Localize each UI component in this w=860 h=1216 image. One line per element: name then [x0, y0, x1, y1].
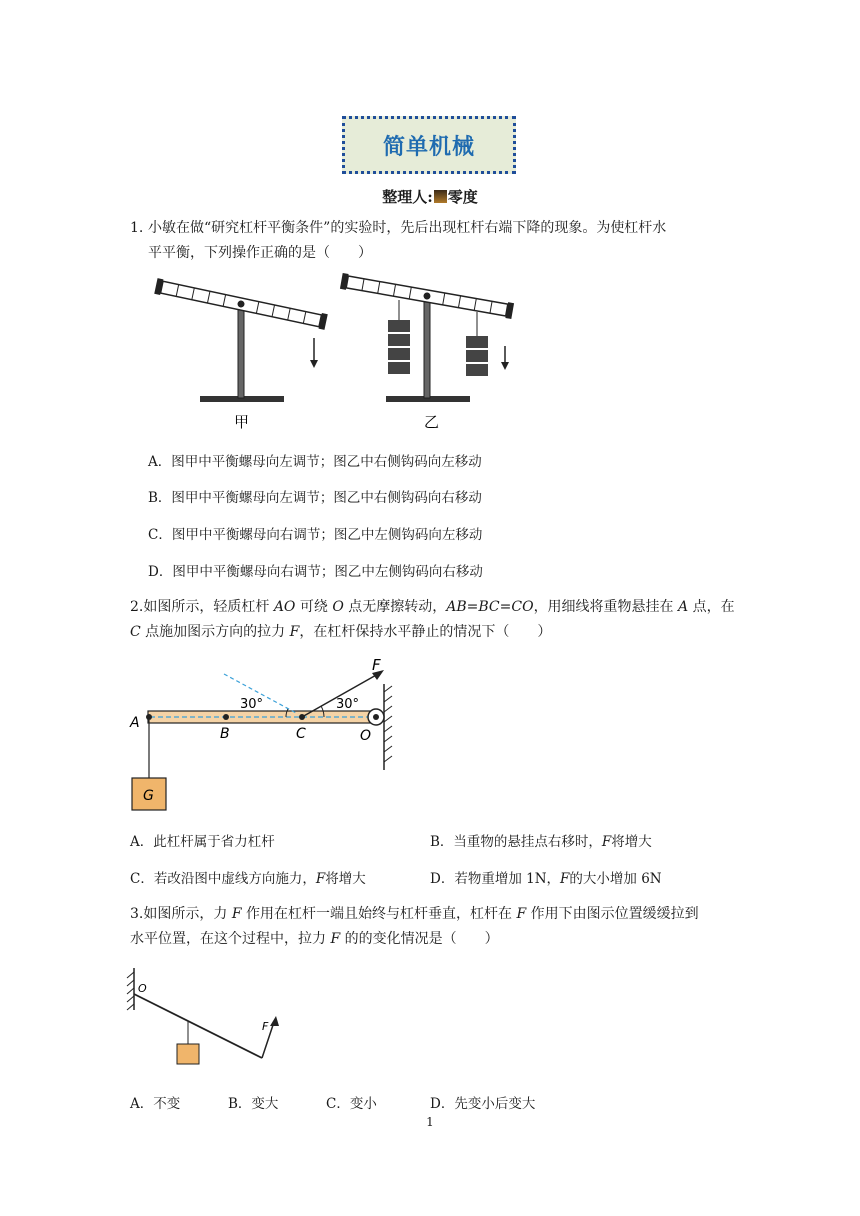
q2-option-text: C．若改沿图中虚线方向施力，	[130, 871, 316, 887]
q2-option-var: F	[315, 871, 326, 887]
q3-option-c[interactable]: C．变小	[326, 1096, 377, 1112]
q2-stem-line1	[130, 595, 735, 620]
q3-var: F	[516, 906, 527, 922]
author-avatar-icon	[434, 190, 447, 203]
q3-stem-line1	[130, 902, 699, 927]
q2-option-b[interactable]	[430, 830, 652, 850]
q2-option-a[interactable]: A．此杠杆属于省力杠杆	[130, 834, 275, 850]
label-O: O	[138, 982, 147, 995]
q2-text: 可绕	[295, 599, 333, 615]
q2-option-text: 将增大	[611, 834, 652, 850]
q3-text: 水平位置，在这个过程中，拉力	[130, 931, 331, 947]
q2-text: 2.如图所示，轻质杠杆	[130, 599, 274, 615]
q2-text: ，在杠杆保持水平静止的情况下（ ）	[299, 624, 552, 640]
q3-text: 3.如图所示，力	[130, 906, 232, 922]
q2-var: C	[130, 624, 141, 640]
q2-text: ，用细线将重物悬挂在	[533, 599, 679, 615]
fig-label-jia: 甲	[234, 413, 250, 431]
q3-option-b[interactable]: B．变大	[228, 1096, 279, 1112]
author-name: 零度	[447, 188, 478, 206]
author-label: 整理人:	[382, 188, 433, 206]
q1-option-a[interactable]: A．图甲中平衡螺母向左调节；图乙中右侧钩码向左移动	[148, 454, 482, 470]
q2-var: F	[289, 624, 300, 640]
q1-stem-line1: 小敏在做“研究杠杆平衡条件”的实验时，先后出现杠杆右端下降的现象。为使杠杆水	[148, 220, 667, 236]
lever-stand-jia	[154, 278, 328, 402]
q2-option-c[interactable]	[130, 867, 366, 887]
q3-var: F	[330, 931, 341, 947]
label-C: C	[296, 726, 306, 742]
q2-text: 点无摩擦转动，	[343, 599, 447, 615]
q3-text: 作用在杠杆一端且始终与杠杆垂直，杠杆在	[241, 906, 517, 922]
q2-option-var: F	[560, 871, 570, 887]
q2-text: 点施加图示方向的拉力	[140, 624, 290, 640]
q2-stem-line2	[130, 620, 551, 645]
q1-option-d[interactable]: D．图甲中平衡螺母向右调节；图乙中左侧钩码向右移动	[148, 564, 483, 580]
label-A: A	[130, 715, 140, 731]
q1-number: 1.	[130, 220, 144, 236]
q2-text: 点，在	[688, 599, 735, 615]
q3-text: 作用下由图示位置缓缓拉到	[526, 906, 699, 922]
q2-option-text: D．若物重增加 1N，	[430, 871, 561, 887]
q2-option-var: F	[601, 834, 612, 850]
q2-var: O	[332, 599, 344, 615]
q2-option-text: B．当重物的悬挂点右移时，	[430, 834, 602, 850]
lever-stand-yi	[340, 273, 514, 402]
author-line	[0, 186, 860, 207]
q2-figure	[128, 652, 398, 814]
page-number: 1	[426, 1115, 434, 1129]
label-F: F	[262, 1020, 269, 1033]
label-B: B	[220, 726, 230, 742]
angle-left-label: 30°	[240, 697, 264, 712]
angle-right-label: 30°	[336, 697, 360, 712]
q3-option-a[interactable]: A．不变	[130, 1096, 181, 1112]
q2-option-text: 将增大	[325, 871, 366, 887]
label-G: G	[143, 788, 154, 804]
q3-stem-line2	[130, 927, 499, 952]
title-box	[342, 116, 516, 174]
q2-var: A	[678, 599, 689, 615]
q2-option-d[interactable]	[430, 867, 662, 887]
label-O: O	[360, 728, 372, 744]
label-F: F	[372, 656, 381, 674]
q2-var: AB=BC=CO	[446, 599, 534, 615]
q1-option-b[interactable]: B．图甲中平衡螺母向左调节；图乙中右侧钩码向右移动	[148, 490, 482, 506]
q2-option-text: 的大小增加 6N	[569, 871, 662, 887]
q3-var: F	[231, 906, 242, 922]
q1-figure	[140, 272, 540, 437]
q2-var: AO	[273, 599, 296, 615]
q1-stem-line2: 平平衡，下列操作正确的是（ ）	[148, 245, 372, 261]
q1-option-c[interactable]: C．图甲中平衡螺母向右调节；图乙中左侧钩码向左移动	[148, 527, 483, 543]
q3-text: 的的变化情况是（ ）	[340, 931, 499, 947]
fig-label-yi: 乙	[424, 413, 440, 431]
document-title: 简单机械	[382, 133, 475, 160]
q3-figure	[124, 964, 294, 1074]
q3-option-d[interactable]: D．先变小后变大	[430, 1096, 536, 1112]
